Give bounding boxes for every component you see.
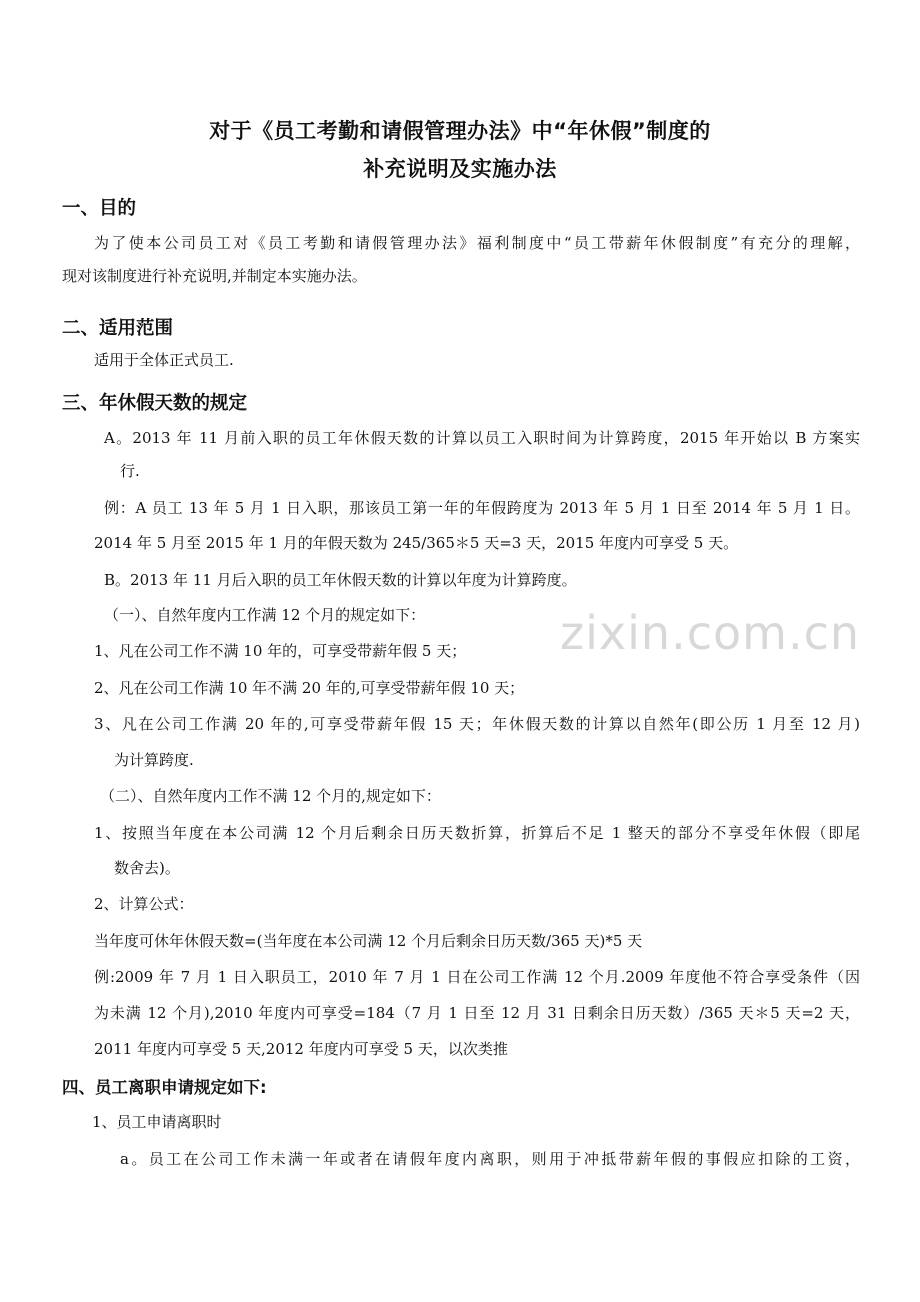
paragraph-scope: 适用于全体正式员工. <box>94 351 234 369</box>
example1-line1: 例：A 员工 13 年 5 月 1 日入职，那该员工第一年的年假跨度为 2013 年 5 月 1 日至 2014 年 5 月 1 日。 <box>104 499 860 517</box>
section-heading-scope: 二、适用范围 <box>62 318 174 339</box>
example2-line3: 2011 年度内可享受 5 天,2012 年度内可享受 5 天，以次类推 <box>94 1040 508 1058</box>
subsection2-item1-line2: 数舍去)。 <box>114 859 180 877</box>
document-title-line2: 补充说明及实施办法 <box>363 157 557 181</box>
resignation-item1: 1、员工申请离职时 <box>92 1113 222 1131</box>
subsection2-heading: （二）、自然年度内工作不满 12 个月的,规定如下： <box>100 787 441 805</box>
subsection1-heading: （一）、自然年度内工作满 12 个月的规定如下： <box>104 606 426 624</box>
rule-b: B。2013 年 11 月后入职的员工年休假天数的计算以年度为计算跨度。 <box>104 571 577 589</box>
subsection1-item2: 2、凡在公司工作满 10 年不满 20 年的,可享受带薪年假 10 天； <box>94 679 525 697</box>
watermark-text: zixin.com.cn <box>560 606 861 660</box>
subsection1-item3-line2: 为计算跨度. <box>114 751 194 769</box>
subsection2-item1-line1: 1、按照当年度在本公司满 12 个月后剩余日历天数折算，折算后不足 1 整天的部分不享受年休假（即尾 <box>94 824 860 842</box>
subsection2-item2: 2、计算公式： <box>94 895 194 913</box>
paragraph-purpose-line2: 现对该制度进行补充说明,并制定本实施办法。 <box>62 267 367 285</box>
section-heading-purpose: 一、目的 <box>62 198 137 219</box>
rule-a-line1: A。2013 年 11 月前入职的员工年休假天数的计算以员工入职时间为计算跨度，2015 年开始以 B 方案实 <box>104 429 860 447</box>
subsection1-item1: 1、凡在公司工作不满 10 年的，可享受带薪年假 5 天； <box>94 642 467 660</box>
resignation-a-line1: a。员工在公司工作未满一年或者在请假年度内离职，则用于冲抵带薪年假的事假应扣除的工资， <box>120 1150 860 1168</box>
section-heading-resignation: 四、员工离职申请规定如下: <box>62 1078 267 1097</box>
example2-line2: 为未满 12 个月),2010 年度内可享受=184（7 月 1 日至 12 月 31 日剩余日历天数）/365 天＊5 天=2 天， <box>94 1004 860 1022</box>
example1-line2: 2014 年 5 月至 2015 年 1 月的年假天数为 245/365＊5 天=3 天，2015 年度内可享受 5 天。 <box>94 534 739 552</box>
paragraph-purpose-line1: 为了使本公司员工对《员工考勤和请假管理办法》福利制度中“员工带薪年休假制度”有充分的理解， <box>94 234 860 252</box>
subsection1-item3-line1: 3、凡在公司工作满 20 年的,可享受带薪年假 15 天；年休假天数的计算以自然年(即公历 1 月至 12 月) <box>94 715 860 733</box>
section-heading-annual-leave-days: 三、年休假天数的规定 <box>62 393 248 414</box>
rule-a-line2: 行. <box>120 462 140 480</box>
document-title-line1: 对于《员工考勤和请假管理办法》中“年休假”制度的 <box>209 119 711 143</box>
example2-line1: 例:2009 年 7 月 1 日入职员工，2010 年 7 月 1 日在公司工作满 12 个月.2009 年度他不符合享受条件（因 <box>94 968 860 986</box>
formula: 当年度可休年休假天数=(当年度在本公司满 12 个月后剩余日历天数/365 天)*5 天 <box>94 932 643 950</box>
